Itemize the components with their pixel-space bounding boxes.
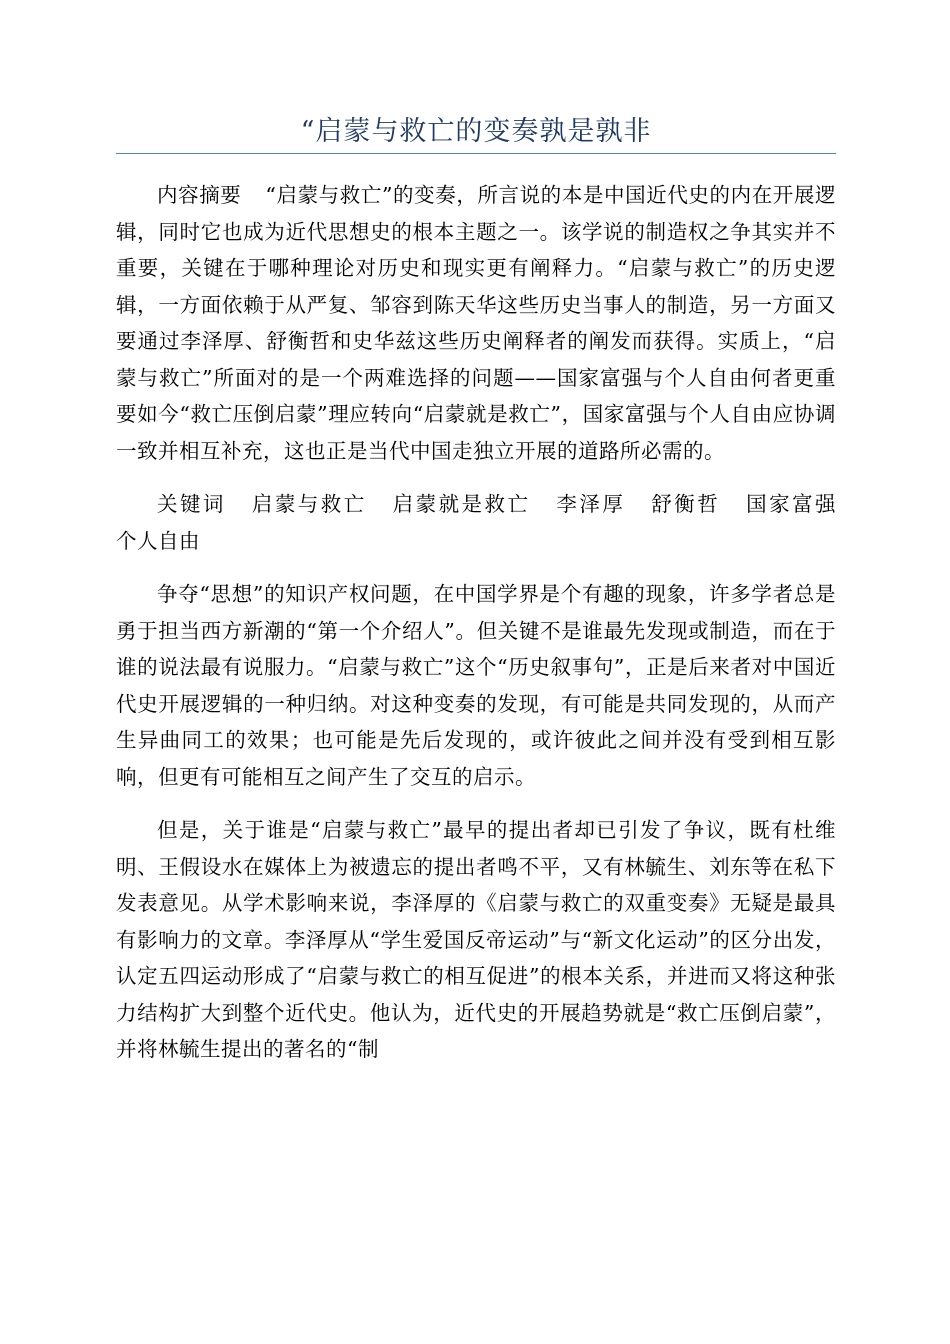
document-title: “启蒙与救亡的变奏孰是孰非 bbox=[300, 116, 652, 147]
keywords-label: 关键词 bbox=[157, 492, 226, 516]
abstract-label: 内容摘要 bbox=[157, 183, 242, 207]
body-paragraph: 但是，关于谁是“启蒙与救亡”最早的提出者却已引发了争议，既有杜维明、王假设水在媒体上为被遗忘的提出者鸣不平，又有林毓生、刘东等在私下发表意见。从学术影响来说，李泽厚的《启蒙与救亡的双重变奏》无疑是最具有影响力的文章。李泽厚从“学生爱国反帝运动”与“新文化运动”的区分出发，认定五四运动形成了“启蒙与救亡的相互促进”的根本关系，并进而又将这种张力结构扩大到整个近代史。他认为，近代史的开展趋势就是“救亡压倒启蒙”，并将林毓生提出的著名的“制 bbox=[116, 818, 836, 1061]
title-underline-divider bbox=[116, 153, 836, 154]
abstract-text: “启蒙与救亡”的变奏，所言说的本是中国近代史的内在开展逻辑，同时它也成为近代思想史的根本主题之一。该学说的制造权之争其实并不重要，关键在于哪种理论对历史和现实更有阐释力。“启蒙与救亡”的历史逻辑，一方面依赖于从严复、邹容到陈天华这些历史当事人的制造，另一方面又要通过李泽厚、舒衡哲和史华兹这些历史阐释者的阐发而获得。实质上，“启蒙与救亡”所面对的是一个两难选择的问题——国家富强与个人自由何者更重要如今“救亡压倒启蒙”理应转向“启蒙就是救亡”，国家富强与个人自由应协调一致并相互补充，这也正是当代中国走独立开展的道路所必需的。 bbox=[116, 183, 837, 463]
keyword-item: 国家富强 bbox=[744, 492, 837, 516]
keyword-item: 李泽厚 bbox=[554, 492, 626, 516]
abstract-paragraph bbox=[116, 177, 836, 469]
body-paragraph: 争夺“思想”的知识产权问题，在中国学界是个有趣的现象，许多学者总是勇于担当西方新潮的“第一个介绍人”。但关键不是谁最先发现或制造，而在于谁的说法最有说服力。“启蒙与救亡”这个“历史叙事句”，正是后来者对中国近代史开展逻辑的一种归纳。对这种变奏的发现，有可能是共同发现的，从而产生异曲同工的效果；也可能是先后发现的，或许彼此之间并没有受到相互影响，但更有可能相互之间产生了交互的启示。 bbox=[116, 582, 836, 789]
keyword-item: 个人自由 bbox=[116, 528, 200, 553]
keyword-item: 启蒙与救亡 bbox=[249, 492, 367, 516]
keyword-item: 启蒙就是救亡 bbox=[390, 492, 531, 516]
document-body bbox=[116, 177, 836, 1085]
keyword-item: 舒衡哲 bbox=[649, 492, 721, 516]
keywords-paragraph bbox=[116, 486, 836, 559]
